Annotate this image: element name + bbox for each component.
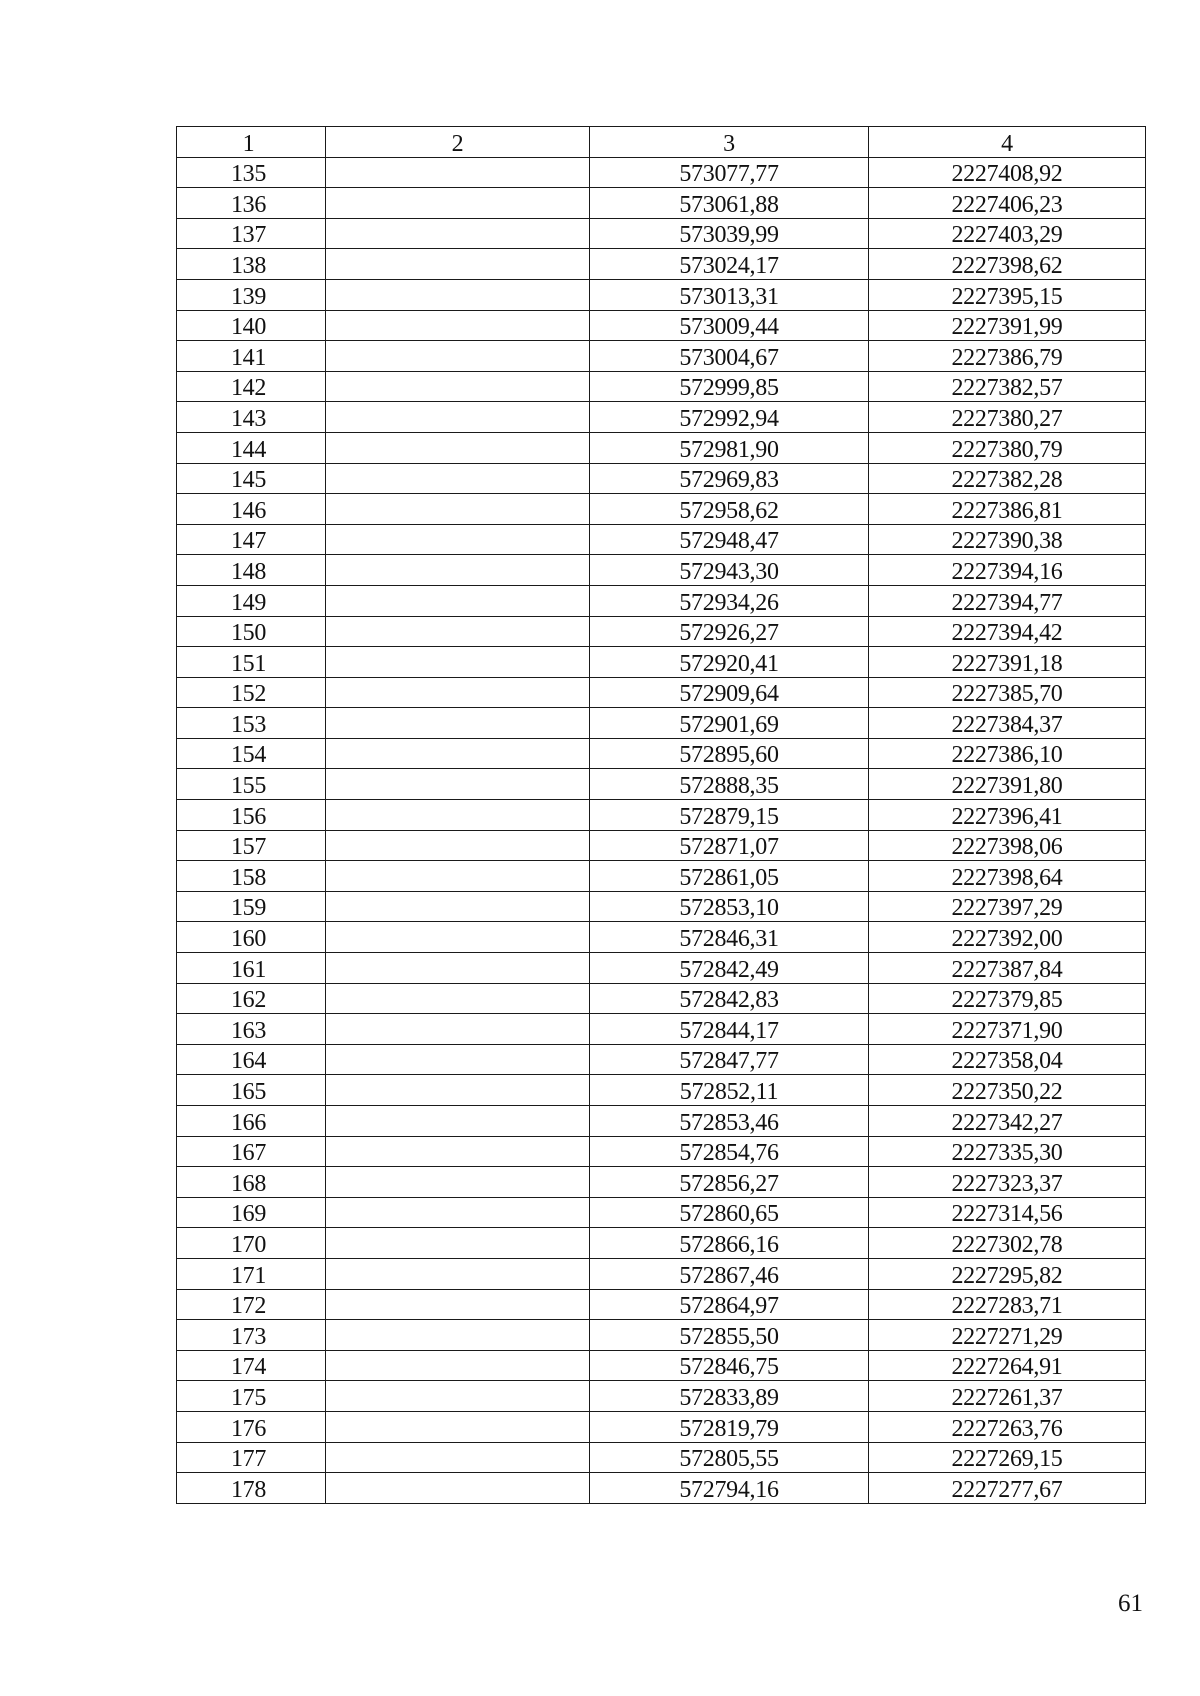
table-row bbox=[177, 1411, 1146, 1442]
table-cell-col4: 2227380,27 bbox=[869, 402, 1146, 433]
table-row bbox=[177, 371, 1146, 402]
table-cell-col3: 572819,79 bbox=[590, 1411, 869, 1442]
table-cell-col2 bbox=[326, 647, 590, 678]
table-row bbox=[177, 494, 1146, 525]
table-cell-col3: 572901,69 bbox=[590, 708, 869, 739]
table-cell-col1: 136 bbox=[177, 188, 326, 219]
table-cell-col2 bbox=[326, 1320, 590, 1351]
table-cell-col1: 149 bbox=[177, 585, 326, 616]
table-cell-col2 bbox=[326, 1442, 590, 1473]
table-cell-col1: 166 bbox=[177, 1106, 326, 1137]
table-cell-col1: 142 bbox=[177, 371, 326, 402]
table-cell-col4: 2227342,27 bbox=[869, 1106, 1146, 1137]
table-cell-col4: 2227403,29 bbox=[869, 218, 1146, 249]
table-row bbox=[177, 585, 1146, 616]
table-cell-col2 bbox=[326, 708, 590, 739]
table-cell-col3: 572856,27 bbox=[590, 1167, 869, 1198]
table-row bbox=[177, 1381, 1146, 1412]
table-cell-col2 bbox=[326, 1228, 590, 1259]
table-row bbox=[177, 341, 1146, 372]
table-cell-col2 bbox=[326, 371, 590, 402]
table-cell-col3: 572934,26 bbox=[590, 585, 869, 616]
table-cell-col2 bbox=[326, 310, 590, 341]
table-cell-col1: 171 bbox=[177, 1258, 326, 1289]
table-cell-col1: 173 bbox=[177, 1320, 326, 1351]
table-cell-col4: 2227391,18 bbox=[869, 647, 1146, 678]
table-cell-col1: 162 bbox=[177, 983, 326, 1014]
table-cell-col4: 2227283,71 bbox=[869, 1289, 1146, 1320]
table-cell-col1: 137 bbox=[177, 218, 326, 249]
table-cell-col1: 148 bbox=[177, 555, 326, 586]
table-cell-col4: 2227350,22 bbox=[869, 1075, 1146, 1106]
table-row bbox=[177, 218, 1146, 249]
table-cell-col1: 163 bbox=[177, 1014, 326, 1045]
table-cell-col3: 572864,97 bbox=[590, 1289, 869, 1320]
table-row bbox=[177, 1044, 1146, 1075]
table-cell-col2 bbox=[326, 861, 590, 892]
table-cell-col4: 2227302,78 bbox=[869, 1228, 1146, 1259]
table-cell-col3: 573077,77 bbox=[590, 157, 869, 188]
table-cell-col4: 2227391,80 bbox=[869, 769, 1146, 800]
table-cell-col3: 572958,62 bbox=[590, 494, 869, 525]
table-cell-col3: 572871,07 bbox=[590, 830, 869, 861]
table-cell-col2 bbox=[326, 1044, 590, 1075]
table-cell-col3: 573024,17 bbox=[590, 249, 869, 280]
table-cell-col3: 572860,65 bbox=[590, 1197, 869, 1228]
table-cell-col4: 2227264,91 bbox=[869, 1350, 1146, 1381]
table-row bbox=[177, 1197, 1146, 1228]
table-cell-col1: 176 bbox=[177, 1411, 326, 1442]
table-cell-col2 bbox=[326, 1411, 590, 1442]
table-cell-col4: 2227382,28 bbox=[869, 463, 1146, 494]
table-cell-col2 bbox=[326, 1167, 590, 1198]
table-cell-col4: 2227398,06 bbox=[869, 830, 1146, 861]
header-cell-3: 3 bbox=[590, 127, 869, 158]
table-cell-col4: 2227390,38 bbox=[869, 524, 1146, 555]
table-cell-col2 bbox=[326, 585, 590, 616]
table-cell-col1: 143 bbox=[177, 402, 326, 433]
table-cell-col2 bbox=[326, 218, 590, 249]
table-cell-col2 bbox=[326, 1075, 590, 1106]
table-cell-col3: 572833,89 bbox=[590, 1381, 869, 1412]
table-row bbox=[177, 891, 1146, 922]
table-cell-col4: 2227295,82 bbox=[869, 1258, 1146, 1289]
table-cell-col2 bbox=[326, 249, 590, 280]
table-row bbox=[177, 310, 1146, 341]
table-cell-col1: 159 bbox=[177, 891, 326, 922]
table-cell-col4: 2227380,79 bbox=[869, 432, 1146, 463]
table-cell-col1: 135 bbox=[177, 157, 326, 188]
table-cell-col2 bbox=[326, 341, 590, 372]
table-row bbox=[177, 769, 1146, 800]
table-cell-col4: 2227398,64 bbox=[869, 861, 1146, 892]
table-cell-col3: 572842,49 bbox=[590, 953, 869, 984]
table-cell-col4: 2227314,56 bbox=[869, 1197, 1146, 1228]
table-cell-col1: 174 bbox=[177, 1350, 326, 1381]
table-cell-col2 bbox=[326, 157, 590, 188]
table-cell-col1: 141 bbox=[177, 341, 326, 372]
table-row bbox=[177, 555, 1146, 586]
table-cell-col1: 172 bbox=[177, 1289, 326, 1320]
table-row bbox=[177, 1320, 1146, 1351]
table-cell-col3: 572852,11 bbox=[590, 1075, 869, 1106]
table-cell-col1: 165 bbox=[177, 1075, 326, 1106]
table-cell-col3: 572920,41 bbox=[590, 647, 869, 678]
table-cell-col1: 155 bbox=[177, 769, 326, 800]
table-cell-col4: 2227396,41 bbox=[869, 800, 1146, 831]
table-row bbox=[177, 188, 1146, 219]
table-cell-col3: 572992,94 bbox=[590, 402, 869, 433]
table-cell-col1: 145 bbox=[177, 463, 326, 494]
table-cell-col1: 177 bbox=[177, 1442, 326, 1473]
table-cell-col2 bbox=[326, 891, 590, 922]
table-cell-col1: 139 bbox=[177, 279, 326, 310]
table-cell-col3: 572969,83 bbox=[590, 463, 869, 494]
table-cell-col2 bbox=[326, 953, 590, 984]
table-cell-col2 bbox=[326, 494, 590, 525]
table-cell-col2 bbox=[326, 769, 590, 800]
table-cell-col4: 2227335,30 bbox=[869, 1136, 1146, 1167]
table-cell-col3: 572895,60 bbox=[590, 738, 869, 769]
table-cell-col1: 153 bbox=[177, 708, 326, 739]
table-cell-col4: 2227384,37 bbox=[869, 708, 1146, 739]
table-cell-col2 bbox=[326, 432, 590, 463]
table-cell-col3: 572844,17 bbox=[590, 1014, 869, 1045]
table-row bbox=[177, 157, 1146, 188]
table-cell-col2 bbox=[326, 463, 590, 494]
table-cell-col3: 572794,16 bbox=[590, 1473, 869, 1504]
table-cell-col3: 572842,83 bbox=[590, 983, 869, 1014]
table-row bbox=[177, 616, 1146, 647]
table-row bbox=[177, 708, 1146, 739]
header-cell-1: 1 bbox=[177, 127, 326, 158]
table-cell-col1: 154 bbox=[177, 738, 326, 769]
table-cell-col4: 2227261,37 bbox=[869, 1381, 1146, 1412]
table-cell-col2 bbox=[326, 279, 590, 310]
table-row bbox=[177, 677, 1146, 708]
table-cell-col3: 572847,77 bbox=[590, 1044, 869, 1075]
table-row bbox=[177, 1442, 1146, 1473]
table-cell-col1: 151 bbox=[177, 647, 326, 678]
table-row bbox=[177, 1014, 1146, 1045]
table-cell-col3: 572854,76 bbox=[590, 1136, 869, 1167]
table-cell-col3: 572943,30 bbox=[590, 555, 869, 586]
table-cell-col3: 572846,31 bbox=[590, 922, 869, 953]
table-cell-col4: 2227406,23 bbox=[869, 188, 1146, 219]
table-cell-col4: 2227394,42 bbox=[869, 616, 1146, 647]
table-row bbox=[177, 1289, 1146, 1320]
table-cell-col3: 572909,64 bbox=[590, 677, 869, 708]
table-cell-col1: 150 bbox=[177, 616, 326, 647]
table-row bbox=[177, 279, 1146, 310]
table-cell-col3: 572866,16 bbox=[590, 1228, 869, 1259]
page-number: 61 bbox=[1118, 1590, 1143, 1617]
table-row bbox=[177, 432, 1146, 463]
table-cell-col1: 144 bbox=[177, 432, 326, 463]
table-cell-col4: 2227392,00 bbox=[869, 922, 1146, 953]
table-cell-col3: 573061,88 bbox=[590, 188, 869, 219]
table-cell-col3: 573009,44 bbox=[590, 310, 869, 341]
table-cell-col1: 156 bbox=[177, 800, 326, 831]
table-cell-col3: 572948,47 bbox=[590, 524, 869, 555]
table-cell-col3: 572879,15 bbox=[590, 800, 869, 831]
table-cell-col4: 2227397,29 bbox=[869, 891, 1146, 922]
table-cell-col4: 2227386,79 bbox=[869, 341, 1146, 372]
table-cell-col3: 572805,55 bbox=[590, 1442, 869, 1473]
table-cell-col2 bbox=[326, 1136, 590, 1167]
table-cell-col4: 2227385,70 bbox=[869, 677, 1146, 708]
table-cell-col2 bbox=[326, 1473, 590, 1504]
table-cell-col4: 2227387,84 bbox=[869, 953, 1146, 984]
table-cell-col2 bbox=[326, 1258, 590, 1289]
table-cell-col2 bbox=[326, 616, 590, 647]
table-header bbox=[177, 127, 1146, 158]
table-row bbox=[177, 647, 1146, 678]
table-cell-col2 bbox=[326, 188, 590, 219]
table-cell-col4: 2227382,57 bbox=[869, 371, 1146, 402]
table-cell-col1: 146 bbox=[177, 494, 326, 525]
coordinates-table bbox=[176, 126, 1146, 1504]
table-cell-col3: 572926,27 bbox=[590, 616, 869, 647]
table-cell-col4: 2227398,62 bbox=[869, 249, 1146, 280]
header-cell-4: 4 bbox=[869, 127, 1146, 158]
table-cell-col1: 167 bbox=[177, 1136, 326, 1167]
table-cell-col4: 2227394,16 bbox=[869, 555, 1146, 586]
table-cell-col2 bbox=[326, 555, 590, 586]
table-cell-col1: 158 bbox=[177, 861, 326, 892]
table-row bbox=[177, 738, 1146, 769]
table-row bbox=[177, 524, 1146, 555]
table-row bbox=[177, 402, 1146, 433]
table-row bbox=[177, 1167, 1146, 1198]
table-cell-col2 bbox=[326, 1197, 590, 1228]
table-cell-col4: 2227263,76 bbox=[869, 1411, 1146, 1442]
header-cell-2: 2 bbox=[326, 127, 590, 158]
table-cell-col1: 169 bbox=[177, 1197, 326, 1228]
table-cell-col2 bbox=[326, 922, 590, 953]
table-cell-col4: 2227391,99 bbox=[869, 310, 1146, 341]
table-row bbox=[177, 1258, 1146, 1289]
table-row bbox=[177, 830, 1146, 861]
table-cell-col4: 2227408,92 bbox=[869, 157, 1146, 188]
table-cell-col2 bbox=[326, 1350, 590, 1381]
table-cell-col1: 152 bbox=[177, 677, 326, 708]
table-cell-col2 bbox=[326, 402, 590, 433]
table-cell-col4: 2227358,04 bbox=[869, 1044, 1146, 1075]
table-cell-col4: 2227386,81 bbox=[869, 494, 1146, 525]
table-cell-col3: 573039,99 bbox=[590, 218, 869, 249]
table-cell-col3: 572999,85 bbox=[590, 371, 869, 402]
table-cell-col3: 572846,75 bbox=[590, 1350, 869, 1381]
table-cell-col1: 157 bbox=[177, 830, 326, 861]
table-cell-col4: 2227269,15 bbox=[869, 1442, 1146, 1473]
table-row bbox=[177, 1473, 1146, 1504]
table-row bbox=[177, 1228, 1146, 1259]
table-cell-col4: 2227394,77 bbox=[869, 585, 1146, 616]
table-cell-col3: 572853,10 bbox=[590, 891, 869, 922]
table-cell-col1: 178 bbox=[177, 1473, 326, 1504]
table-cell-col2 bbox=[326, 738, 590, 769]
table-cell-col2 bbox=[326, 800, 590, 831]
table-cell-col1: 160 bbox=[177, 922, 326, 953]
table-row bbox=[177, 983, 1146, 1014]
table-row bbox=[177, 1075, 1146, 1106]
table-cell-col4: 2227371,90 bbox=[869, 1014, 1146, 1045]
table-cell-col3: 572888,35 bbox=[590, 769, 869, 800]
table-cell-col2 bbox=[326, 1014, 590, 1045]
table-cell-col3: 573013,31 bbox=[590, 279, 869, 310]
table-cell-col3: 572853,46 bbox=[590, 1106, 869, 1137]
table-row bbox=[177, 463, 1146, 494]
table-cell-col3: 572981,90 bbox=[590, 432, 869, 463]
table-body bbox=[177, 157, 1146, 1503]
table-row bbox=[177, 800, 1146, 831]
table-cell-col2 bbox=[326, 983, 590, 1014]
table-cell-col1: 138 bbox=[177, 249, 326, 280]
table-cell-col4: 2227271,29 bbox=[869, 1320, 1146, 1351]
table-cell-col1: 170 bbox=[177, 1228, 326, 1259]
table-cell-col4: 2227395,15 bbox=[869, 279, 1146, 310]
table-cell-col1: 164 bbox=[177, 1044, 326, 1075]
table-cell-col1: 168 bbox=[177, 1167, 326, 1198]
table-cell-col2 bbox=[326, 830, 590, 861]
table-cell-col3: 572867,46 bbox=[590, 1258, 869, 1289]
table-cell-col2 bbox=[326, 1289, 590, 1320]
table-cell-col1: 175 bbox=[177, 1381, 326, 1412]
table-row bbox=[177, 249, 1146, 280]
table-cell-col4: 2227386,10 bbox=[869, 738, 1146, 769]
table-row bbox=[177, 1350, 1146, 1381]
table-cell-col1: 147 bbox=[177, 524, 326, 555]
table-cell-col1: 140 bbox=[177, 310, 326, 341]
header-row bbox=[177, 127, 1146, 158]
table-cell-col2 bbox=[326, 1106, 590, 1137]
table-cell-col2 bbox=[326, 1381, 590, 1412]
table-row bbox=[177, 953, 1146, 984]
table-row bbox=[177, 922, 1146, 953]
table-cell-col2 bbox=[326, 677, 590, 708]
table-cell-col3: 572861,05 bbox=[590, 861, 869, 892]
table-cell-col4: 2227277,67 bbox=[869, 1473, 1146, 1504]
table-cell-col4: 2227379,85 bbox=[869, 983, 1146, 1014]
table-cell-col3: 572855,50 bbox=[590, 1320, 869, 1351]
table-row bbox=[177, 1106, 1146, 1137]
table-row bbox=[177, 861, 1146, 892]
table-row bbox=[177, 1136, 1146, 1167]
table-cell-col1: 161 bbox=[177, 953, 326, 984]
table-cell-col2 bbox=[326, 524, 590, 555]
table-cell-col4: 2227323,37 bbox=[869, 1167, 1146, 1198]
table-cell-col3: 573004,67 bbox=[590, 341, 869, 372]
